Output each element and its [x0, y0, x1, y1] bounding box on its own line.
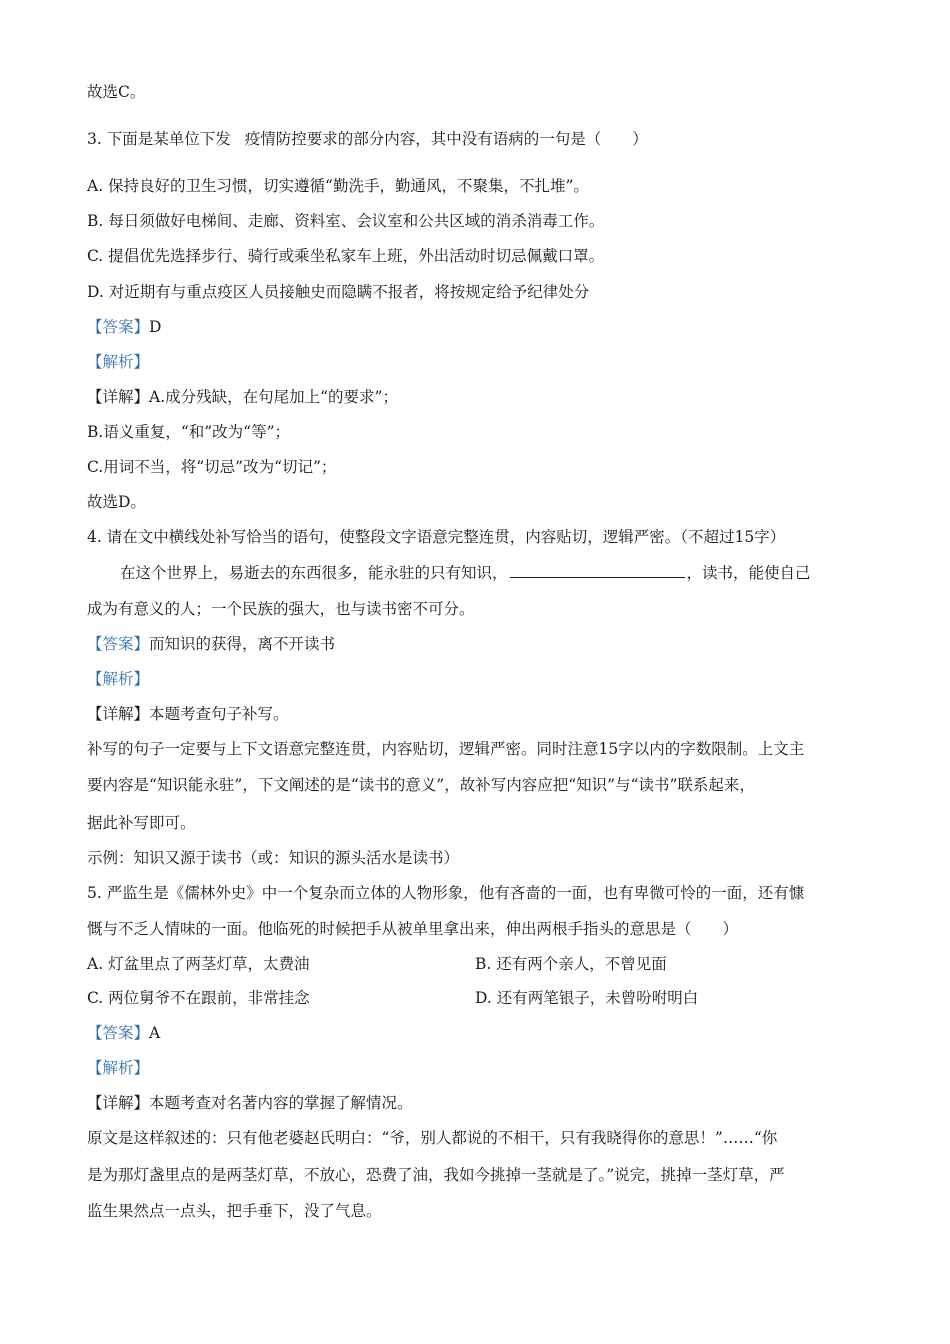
- text-line: 是为那灯盏里点的是两茎灯草，不放心，恐费了油，我如今挑掉一茎就是了。”说完，挑掉一茎灯草，严: [87, 1166, 785, 1184]
- question-4-answer: 【答案】而知识的获得，离不开读书: [87, 635, 336, 653]
- question-5-option-c: C. 两位舅爷不在跟前，非常挂念: [87, 989, 310, 1007]
- question-5-detail: 【详解】本题考查对名著内容的掌握了解情况。: [87, 1094, 413, 1112]
- analysis-tag: 【解析】: [87, 353, 150, 371]
- question-3-detail: 【详解】A.成分残缺，在句尾加上“的要求”；: [87, 388, 398, 406]
- answer-tag: 【答案】: [87, 318, 150, 336]
- text-line: C.用词不当，将“切忌”改为“切记”；: [87, 458, 337, 476]
- text-line: 据此补写即可。: [87, 814, 196, 832]
- question-4-detail: 【详解】本题考查句子补写。: [87, 705, 289, 723]
- detail-tag: 【详解】: [87, 388, 150, 406]
- question-3-option-d: D. 对近期有与重点疫区人员接触史而隐瞒不报者，将按规定给予纪律处分: [87, 283, 590, 301]
- analysis-tag: 【解析】: [87, 1059, 150, 1077]
- text-line: 故选C。: [87, 83, 146, 101]
- text-line: 成为有意义的人；一个民族的强大，也与读书密不可分。: [87, 600, 475, 618]
- analysis-tag: 【解析】: [87, 670, 150, 688]
- question-5-answer: 【答案】A: [87, 1024, 161, 1042]
- question-5-option-a: A. 灯盆里点了两茎灯草，太费油: [87, 955, 310, 973]
- question-5-options-row-1: [87, 953, 867, 975]
- question-5-option-d: D. 还有两笔银子，未曾吩咐明白: [475, 989, 699, 1007]
- text-line: 原文是这样叙述的：只有他老婆赵氏明白：“爷，别人都说的不相干，只有我晓得你的意思！”……“你: [87, 1129, 778, 1147]
- text-line: 示例：知识又源于读书（或：知识的源头活水是读书）: [87, 849, 460, 867]
- answer-tag: 【答案】: [87, 1024, 150, 1042]
- text-line: 故选D。: [87, 493, 146, 511]
- question-5-option-b: B. 还有两个亲人，不曾见面: [475, 955, 667, 973]
- question-3-option-c: C. 提倡优先选择步行、骑行或乘坐私家车上班，外出活动时切忌佩戴口罩。: [87, 247, 605, 265]
- detail-tag: 【详解】: [87, 1094, 150, 1112]
- question-5-options-row-2: [87, 987, 867, 1009]
- text-line: 监生果然点一点头，把手垂下，没了气息。: [87, 1202, 382, 1220]
- question-3-option-a: A. 保持良好的卫生习惯，切实遵循“勤洗手，勤通风，不聚集，不扎堆”。: [87, 177, 589, 195]
- detail-tag: 【详解】: [87, 705, 150, 723]
- question-4-stem: 4. 请在文中横线处补写恰当的语句，使整段文字语意完整连贯，内容贴切，逻辑严密。（不超过15字）: [87, 528, 786, 546]
- text-line: B.语义重复，“和”改为“等”；: [87, 423, 291, 441]
- question-5-stem: 5. 严监生是《儒林外史》中一个复杂而立体的人物形象，他有吝啬的一面，也有卑微可怜的一面，还有慷: [87, 884, 805, 902]
- question-3-option-b: B. 每日须做好电梯间、走廊、资料室、会议室和公共区域的消杀消毒工作。: [87, 212, 605, 230]
- text-line: 慨与不乏人情味的一面。他临死的时候把手从被单里拿出来，伸出两根手指头的意思是（ ）: [87, 920, 739, 938]
- text-line: 要内容是“知识能永驻”，下文阐述的是“读书的意义”，故补写内容应把“知识”与“读书”联系起来，: [87, 776, 755, 794]
- text-line: 补写的句子一定要与上下文语意完整连贯，内容贴切，逻辑严密。同时注意15字以内的字数限制。上文主: [87, 740, 805, 758]
- question-4-passage: 在这个世界上，易逝去的东西很多，能永驻的只有知识， ，读书，能使自己: [120, 564, 811, 582]
- question-3-answer: 【答案】D: [87, 318, 162, 336]
- fill-in-blank: [510, 563, 685, 578]
- question-3-stem: 3. 下面是某单位下发 疫情防控要求的部分内容，其中没有语病的一句是（ ）: [87, 130, 648, 148]
- answer-tag: 【答案】: [87, 635, 150, 653]
